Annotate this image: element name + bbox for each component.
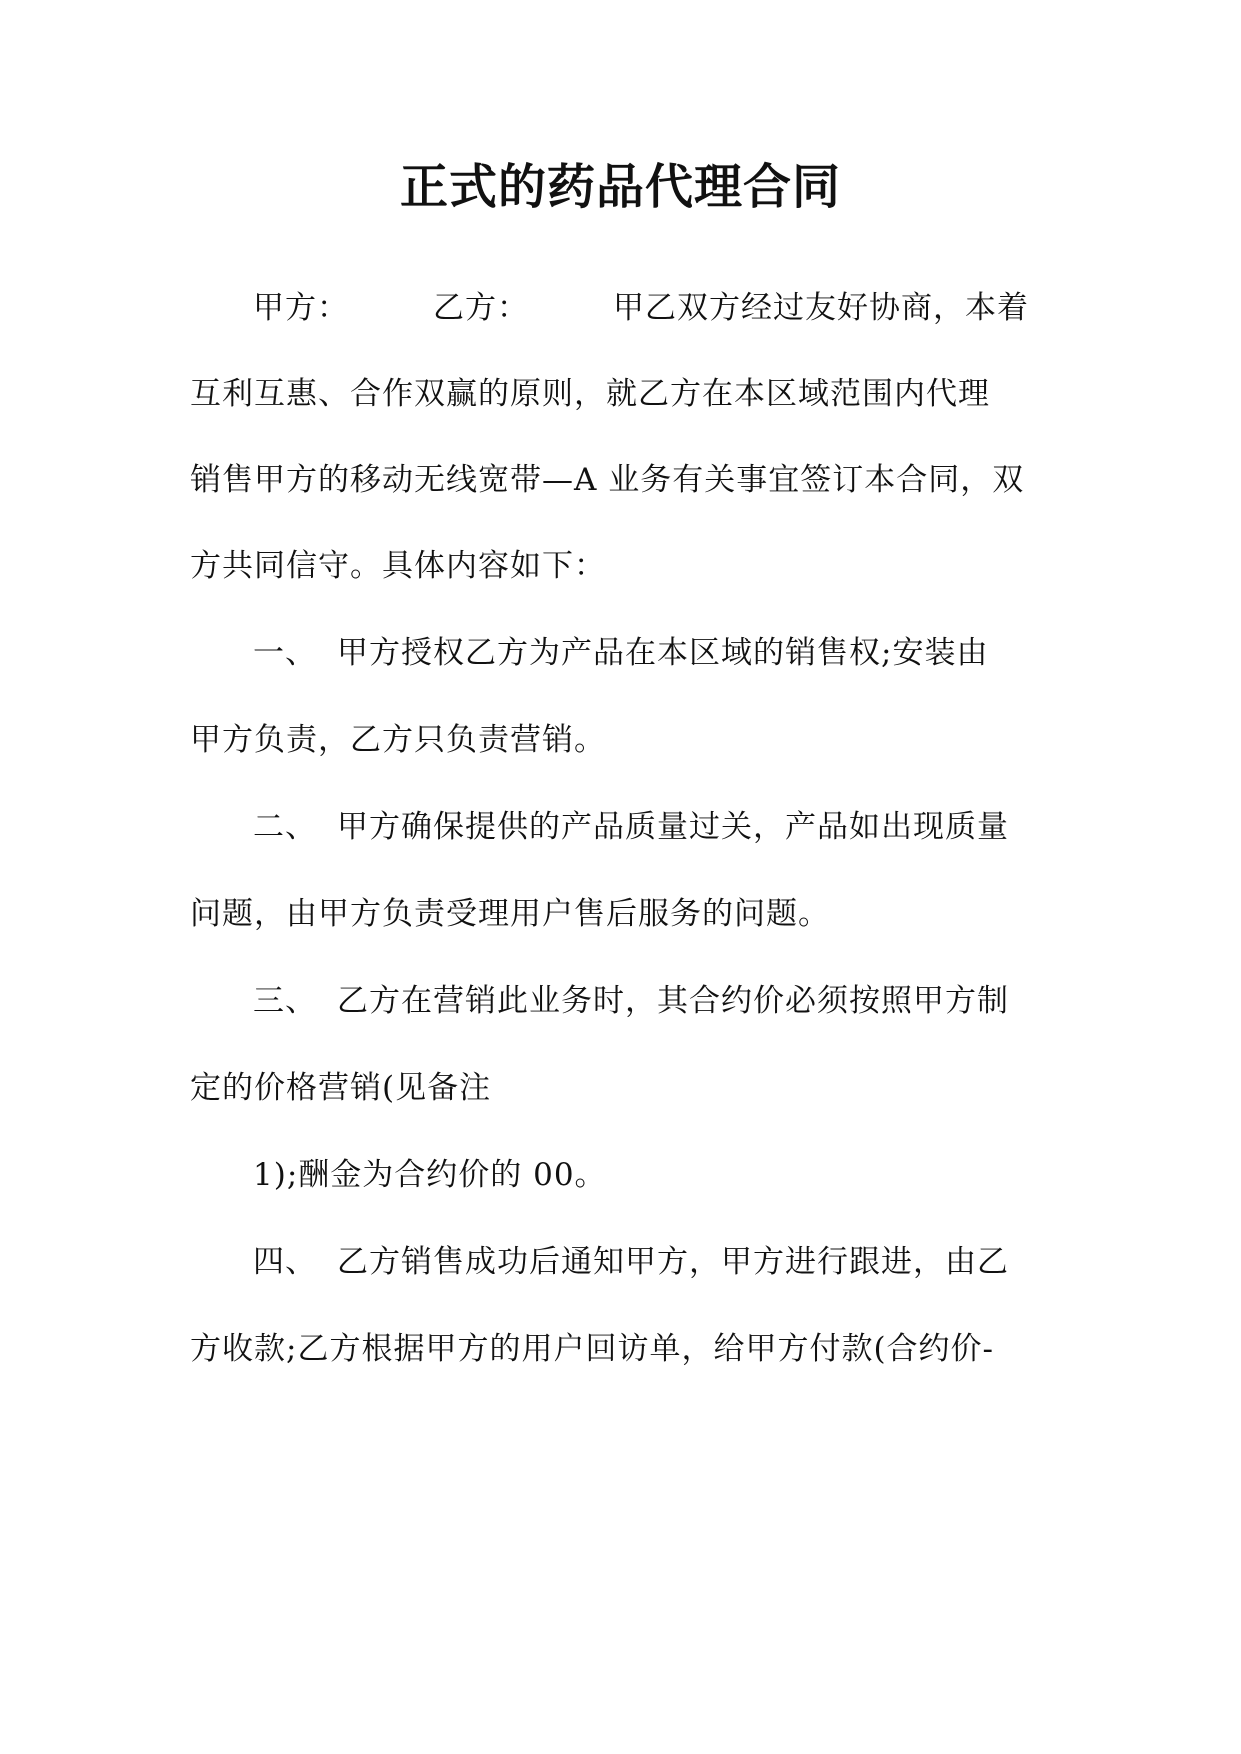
clause-2-line-1: [253, 801, 1009, 846]
clause-number: 三、: [253, 983, 317, 1019]
clause-2-line-2: 问题，由甲方负责受理用户售后服务的问题。: [190, 896, 830, 932]
clause-text: 乙方在营销此业务时，其合约价必须按照甲方制: [337, 983, 1009, 1019]
intro-line-1: [253, 282, 1029, 327]
intro-text: 甲乙双方经过友好协商，本着: [613, 290, 1029, 326]
party-b-label: 乙方：: [433, 290, 529, 326]
clause-1-line-2: 甲方负责，乙方只负责营销。: [190, 722, 606, 758]
clause-1-line-1: [253, 627, 988, 672]
clause-text: 甲方授权乙方为产品在本区域的销售权;安装由: [337, 635, 989, 671]
document-title: 正式的药品代理合同: [399, 159, 841, 215]
clause-text: 甲方确保提供的产品质量过关，产品如出现质量: [337, 809, 1009, 845]
clause-number: 四、: [253, 1244, 317, 1280]
clause-3-line-1: [253, 975, 1009, 1020]
clause-3-line-2: 定的价格营销(见备注: [190, 1070, 492, 1106]
clause-text: 乙方销售成功后通知甲方，甲方进行跟进，由乙: [337, 1244, 1009, 1280]
clause-4-line-1: [253, 1236, 1009, 1281]
intro-line-2: 互利互惠、合作双赢的原则，就乙方在本区域范围内代理: [190, 376, 990, 412]
party-a-label: 甲方：: [253, 290, 349, 326]
clause-number: 二、: [253, 809, 317, 845]
clause-number: 一、: [253, 635, 317, 671]
intro-line-4: 方共同信守。具体内容如下：: [190, 548, 606, 584]
intro-line-3: 销售甲方的移动无线宽带—A 业务有关事宜签订本合同，双: [190, 462, 1025, 498]
clause-4-line-2: 方收款;乙方根据甲方的用户回访单，给甲方付款(合约价-: [190, 1331, 995, 1367]
clause-3-line-3: 1);酬金为合约价的 00。: [253, 1157, 607, 1193]
